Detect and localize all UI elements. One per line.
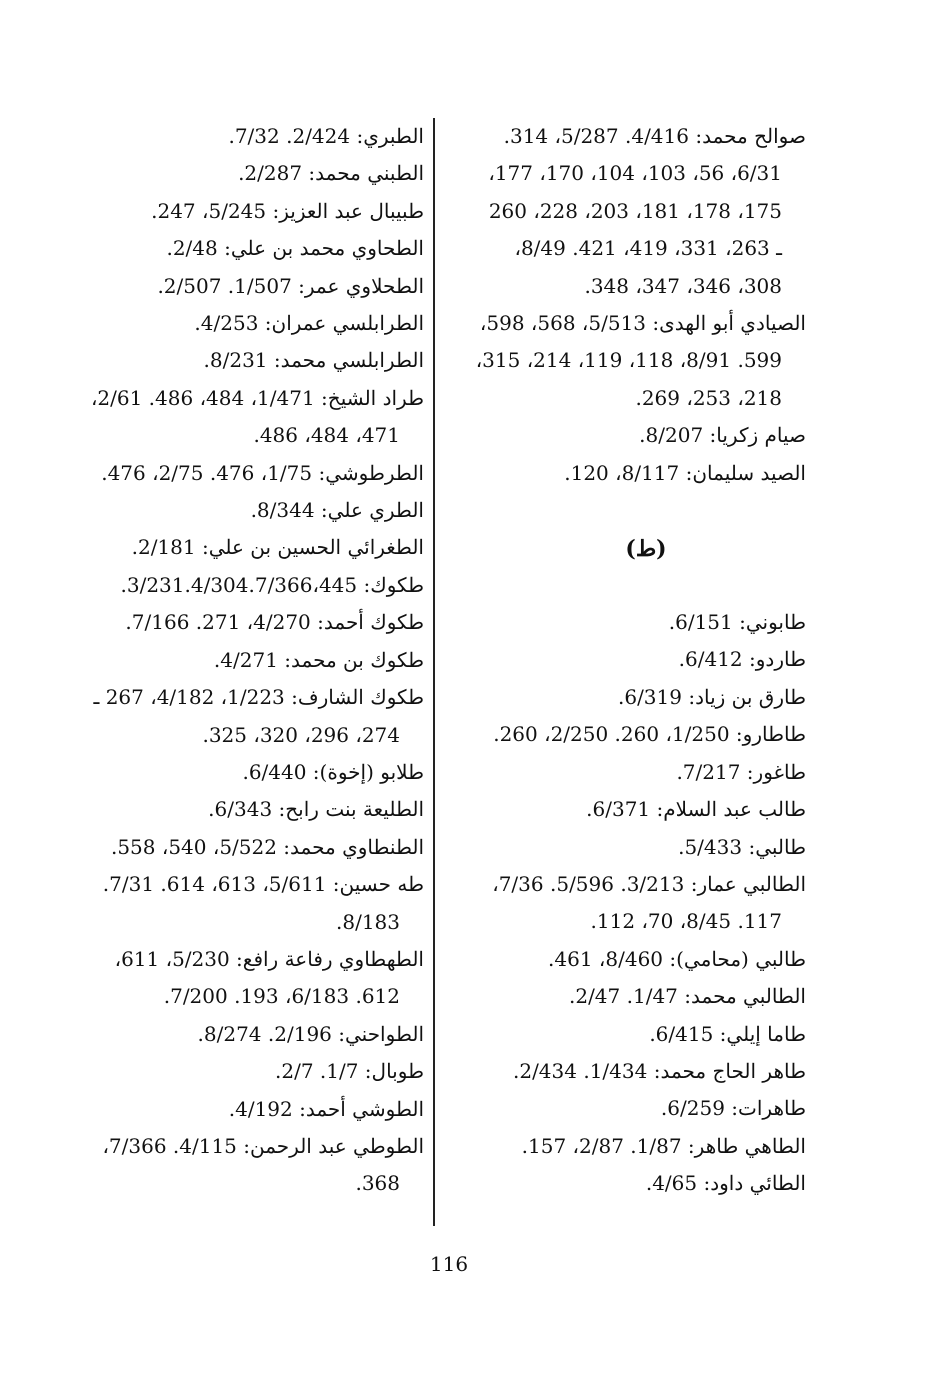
index-entry [456, 604, 806, 641]
entry-line: طالب عبد السلام: 6/371. [586, 797, 806, 822]
index-entry [24, 305, 424, 342]
entry-line: طبيبال عبد العزيز: 5/245، 247. [151, 198, 424, 223]
entry-line: طالبي: 5/433. [678, 834, 806, 859]
index-entry [456, 754, 806, 791]
section-letter-heading: (ط) [625, 536, 667, 563]
entry-line: الطرابلسي عمران: 4/253. [194, 311, 424, 336]
index-entry [24, 193, 424, 230]
entry-line: طاردو: 6/412. [678, 647, 806, 672]
entry-line: طوبال: 1/7. 2/7. [275, 1059, 424, 1084]
entry-line: طابوني: 6/151. [668, 610, 806, 635]
entry-line: طكوك بن محمد: 4/271. [213, 647, 424, 672]
entry-line: الطواحني: 2/196. 8/274. [197, 1021, 424, 1046]
index-entry [24, 754, 424, 791]
entry-line: طاغور: 7/217. [676, 759, 806, 784]
index-entry [456, 866, 806, 941]
index-entry [456, 118, 806, 305]
column-divider [433, 118, 435, 1226]
entry-line: الطحاوي محمد بن علي: 2/48. [166, 236, 424, 261]
index-entry [24, 604, 424, 641]
index-entry [456, 1128, 806, 1165]
index-entry [24, 1016, 424, 1053]
entry-line: طكوك: 3/231.4/304.7/366،445. [120, 572, 424, 597]
index-entry [24, 791, 424, 828]
entry-line: الطرطوشي: 1/75، 476. 2/75، 476. [101, 460, 424, 485]
entry-line-continued: 274، 296، 320، 325. [202, 722, 400, 747]
right-entries-bottom [456, 604, 806, 1203]
entry-line-continued: 117. 8/45، 70، 112. [590, 909, 782, 934]
index-entry [456, 716, 806, 753]
entry-line: الطبني محمد: 2/287. [238, 161, 424, 186]
entry-line: الطوشي أحمد: 4/192. [228, 1096, 424, 1121]
entry-line: صيام زكريا: 8/207. [639, 423, 806, 448]
section-gap [456, 568, 806, 604]
index-entry [24, 118, 424, 155]
index-entry [456, 417, 806, 454]
entry-line: طراد الشيخ: 1/471، 484، 486. 2/61، [90, 385, 424, 410]
index-entry [24, 155, 424, 192]
entry-line: الطرابلسي محمد: 8/231. [203, 348, 424, 373]
entry-line: الطهطاوي رفاعة رافع: 5/230، 611، [114, 946, 424, 971]
entry-line-continued: 612. 6/183، 193. 7/200. [163, 984, 400, 1009]
index-entry [24, 230, 424, 267]
entry-line: الطحلاوي عمر: 1/507. 2/507. [157, 273, 424, 298]
entry-line: طالبي (محامي): 8/460، 461. [548, 946, 806, 971]
index-entry [456, 1053, 806, 1090]
index-entry [456, 829, 806, 866]
index-entry [24, 342, 424, 379]
entry-line-continued: 471، 484، 486. [253, 423, 400, 448]
section-gap [456, 492, 806, 531]
index-entry [24, 1053, 424, 1090]
entry-line-continued: ـ 263، 331، 419، 421. 8/49، [514, 236, 782, 261]
index-entry [24, 455, 424, 492]
entry-line: الطنطاوي محمد: 5/522، 540، 558. [110, 834, 424, 859]
entry-line: طاما إيلي: 6/415. [649, 1021, 806, 1046]
index-entry [24, 679, 424, 754]
entry-line: طكوك أحمد: 4/270، 271. 7/166. [125, 610, 424, 635]
index-entry [24, 268, 424, 305]
entry-line: طلابو (إخوة): 6/440. [242, 759, 424, 784]
left-index-column [24, 118, 424, 1203]
index-entry [24, 380, 424, 455]
entry-line-continued: 175، 178، 181، 203، 228، 260 [488, 198, 782, 223]
index-entry [24, 1091, 424, 1128]
entry-line: الطري علي: 8/344. [250, 498, 424, 523]
index-entry [24, 567, 424, 604]
index-entry [456, 455, 806, 492]
entry-line: الطوطي عبد الرحمن: 4/115. 7/366، [102, 1133, 424, 1158]
entry-line: الصيد سليمان: 8/117، 120. [564, 460, 806, 485]
index-entry [456, 1090, 806, 1127]
index-entry [456, 1165, 806, 1202]
entry-line: طه حسين: 5/611، 613، 614. 7/31. [102, 872, 424, 897]
index-entry [456, 305, 806, 417]
entry-line: طاطارو: 1/250، 260. 2/250، 260. [493, 722, 806, 747]
entry-line: الطائي داود: 4/65. [645, 1171, 806, 1196]
right-entries-top [456, 118, 806, 492]
entry-line: الطالبي عمار: 3/213. 5/596. 7/36، [492, 871, 806, 896]
entry-line: طاهرات: 6/259. [660, 1096, 806, 1121]
entry-line-continued: 218، 253، 269. [635, 385, 782, 410]
entry-line: الطالبي محمد: 1/47. 2/47. [568, 984, 806, 1009]
entry-line: طاهر الحاج محمد: 1/434. 2/434. [512, 1058, 806, 1083]
entry-line: الطبري: 2/424. 7/32. [228, 124, 424, 148]
index-entry [24, 941, 424, 1016]
entry-line-continued: 308، 346، 347، 348. [584, 273, 782, 298]
entry-line-continued: 368. [355, 1171, 400, 1196]
index-entry [456, 641, 806, 678]
entry-line: الطليعة بنت رابح: 6/343. [208, 797, 424, 822]
index-entry [456, 1016, 806, 1053]
index-entry [24, 1128, 424, 1203]
index-entry [24, 492, 424, 529]
index-entry [24, 642, 424, 679]
index-entry [24, 829, 424, 866]
entry-line: طكوك الشارف: 1/223، 4/182، 267 ـ [93, 685, 424, 710]
index-entry [456, 978, 806, 1015]
entry-line-continued: 6/31، 56، 103، 104، 170، 177، [488, 161, 782, 186]
index-entry [24, 529, 424, 566]
index-entry [456, 941, 806, 978]
page-number: 116 [429, 1252, 469, 1276]
entry-line: الطاهي طاهر: 1/87. 2/87، 157. [521, 1133, 806, 1158]
entry-line: الصيادي أبو الهدى: 5/513، 568، 598، [479, 311, 806, 336]
index-entry [456, 679, 806, 716]
right-index-column [456, 118, 806, 1203]
entry-line-continued: 599. 8/91، 118، 119، 214، 315، [475, 348, 782, 373]
entry-line-continued: 8/183. [336, 909, 400, 934]
entry-line: طارق بن زياد: 6/319. [617, 684, 806, 709]
index-entry [24, 866, 424, 941]
entry-line: صوالح محمد: 4/416. 5/287، 314. [503, 124, 806, 148]
entry-line: الطغرائي الحسين بن علي: 2/181. [131, 535, 424, 560]
index-entry [456, 791, 806, 828]
